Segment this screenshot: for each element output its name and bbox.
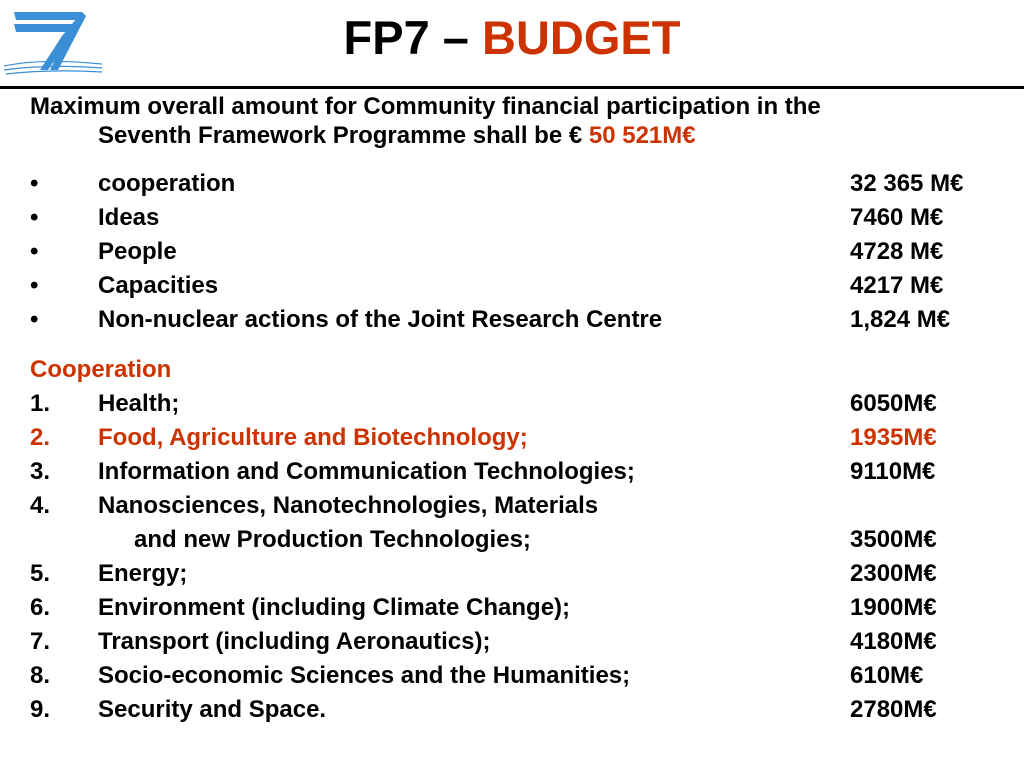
- item-label: Socio-economic Sciences and the Humanities;: [98, 662, 631, 689]
- list-item: [30, 455, 1020, 489]
- item-value: 1935M€: [850, 424, 937, 451]
- item-label: Energy;: [98, 560, 188, 587]
- item-label: Non-nuclear actions of the Joint Research Centre: [98, 306, 663, 333]
- item-value: 9110M€: [850, 458, 936, 485]
- list-item: [30, 167, 1020, 201]
- slide-body: [30, 92, 1020, 727]
- list-item: [30, 235, 1020, 269]
- bullet-marker: •: [30, 272, 39, 299]
- intro-line-1: Maximum overall amount for Community financial participation in the: [30, 93, 821, 120]
- item-label: Food, Agriculture and Biotechnology;: [98, 424, 528, 451]
- item-value: 1900M€: [850, 594, 937, 621]
- list-item: [30, 269, 1020, 303]
- item-label: Capacities: [98, 272, 219, 299]
- item-number: 8.: [30, 662, 51, 689]
- list-item: [30, 387, 1020, 421]
- item-label: cooperation: [98, 170, 236, 197]
- item-value: 4217 M€: [850, 272, 944, 299]
- item-value: 3500M€: [850, 526, 937, 553]
- list-item: [30, 303, 1020, 337]
- slide-title: [0, 8, 1024, 68]
- title-prefix: FP7 –: [343, 11, 482, 64]
- item-label: Environment (including Climate Change);: [98, 594, 571, 621]
- list-item-continuation: [30, 523, 1020, 557]
- total-amount: 50 521M€: [588, 122, 696, 149]
- list-item: [30, 625, 1020, 659]
- title-accent: BUDGET: [482, 11, 681, 64]
- item-value: 2300M€: [850, 560, 937, 587]
- list-item: [30, 659, 1020, 693]
- item-number: 3.: [30, 458, 51, 485]
- programme-list: [30, 167, 1020, 337]
- bullet-marker: •: [30, 170, 39, 197]
- intro-line-2-text: Seventh Framework Programme shall be €: [98, 122, 589, 149]
- list-item: [30, 421, 1020, 455]
- item-number: 9.: [30, 696, 51, 723]
- intro-line-2: [30, 122, 696, 149]
- item-number: 1.: [30, 390, 51, 417]
- item-value: 1,824 M€: [850, 306, 951, 333]
- item-label-continuation: and new Production Technologies;: [134, 526, 531, 553]
- item-number: 4.: [30, 492, 51, 519]
- bullet-marker: •: [30, 306, 39, 333]
- item-label: Health;: [98, 390, 180, 417]
- item-value: 4180M€: [850, 628, 937, 655]
- item-number: 6.: [30, 594, 51, 621]
- item-label: Security and Space.: [98, 696, 327, 723]
- title-divider: [0, 86, 1024, 89]
- item-number: 7.: [30, 628, 51, 655]
- cooperation-section: [30, 353, 1020, 727]
- item-value: 2780M€: [850, 696, 937, 723]
- item-number: 2.: [30, 424, 51, 451]
- list-item: [30, 201, 1020, 235]
- item-value: 4728 M€: [850, 238, 944, 265]
- item-value: 6050M€: [850, 390, 937, 417]
- item-label: Transport (including Aeronautics);: [98, 628, 491, 655]
- list-item: [30, 489, 1020, 523]
- bullet-marker: •: [30, 238, 39, 265]
- list-item: [30, 557, 1020, 591]
- item-label: People: [98, 238, 177, 265]
- item-value: 32 365 M€: [850, 170, 964, 197]
- item-label: Information and Communication Technologies;: [98, 458, 635, 485]
- item-label: Ideas: [98, 204, 160, 231]
- intro-paragraph: [30, 92, 1020, 150]
- bullet-marker: •: [30, 204, 39, 231]
- item-value: 7460 M€: [850, 204, 944, 231]
- list-item: [30, 591, 1020, 625]
- section-heading: Cooperation: [30, 356, 172, 383]
- item-number: 5.: [30, 560, 51, 587]
- item-label: Nanosciences, Nanotechnologies, Materials: [98, 492, 599, 519]
- item-value: 610M€: [850, 662, 924, 689]
- list-item: [30, 693, 1020, 727]
